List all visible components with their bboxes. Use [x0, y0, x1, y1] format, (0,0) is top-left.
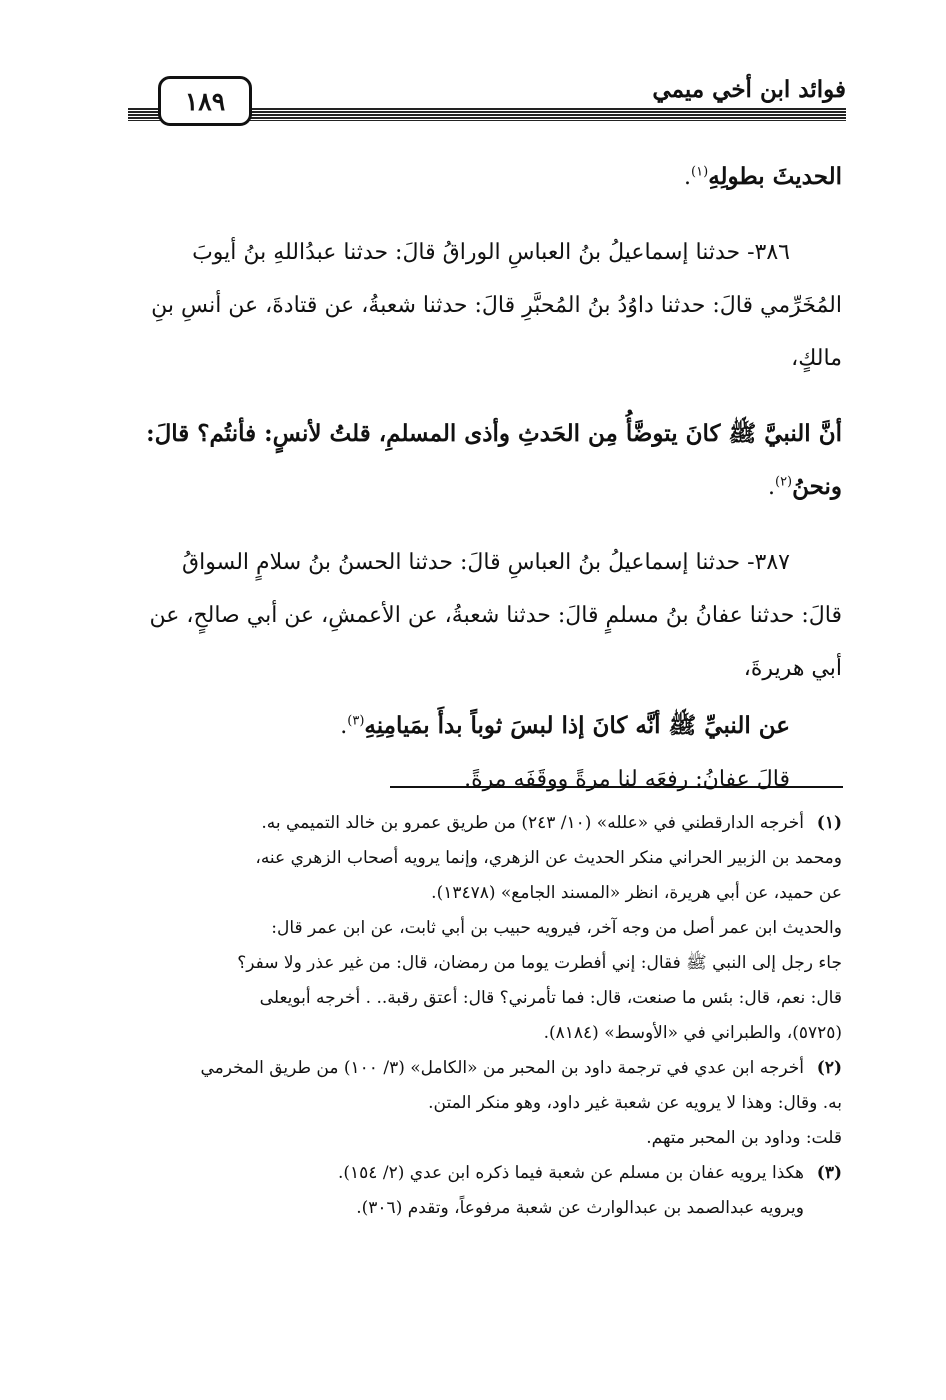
footnote-ref: (٢): [774, 474, 793, 490]
text-line: مالكٍ،: [791, 346, 842, 371]
hadith-386-matn: أنَّ النبيَّ ﷺ كانَ يتوضَّأُ مِن الحَدثِ وأذى المسلمِ، قلتُ لأنسٍ: فأنتُم؟ قالَ:: [146, 420, 842, 447]
hadith-387-isnad: ٣٨٧- حدثنا إسماعيلُ بنُ العباسِ قالَ: حدثنا الحسنُ بنُ سلامٍ السواقُ: [182, 550, 790, 575]
book-title: فوائد ابن أخي ميمي: [644, 76, 846, 103]
footnote-line: ومحمد بن الزبير الحراني منكر الحديث عن الزهري، وإنما يرويه أصحاب الزهري عنه،: [255, 848, 842, 868]
footnote-ref: (١): [691, 164, 709, 180]
text-line: المُخَرِّمي قالَ: حدثنا داوُدُ بنُ المُحبَّرِ قالَ: حدثنا شعبةُ، عن قتادةَ، عن أنسِ بنِ: [151, 293, 842, 318]
footnote-line: قلت: وداود بن المحبر متهم.: [646, 1128, 842, 1148]
footnote-line: هكذا يرويه عفان بن مسلم عن شعبة فيما ذكره ابن عدي (٢/ ١٥٤).: [337, 1163, 804, 1183]
footnote-number: (٢): [816, 1058, 842, 1078]
footnote-line: جاء رجل إلى النبي ﷺ فقال: إني أفطرت يوما من رمضان، قال: من غير عذر ولا سفر؟: [237, 953, 842, 973]
text-line: قالَ: حدثنا عفانُ بنُ مسلمٍ قالَ: حدثنا شعبةُ، عن الأعمشِ، عن أبي صالحٍ، عن: [149, 603, 842, 628]
footnote-ref: (٣): [347, 713, 365, 729]
main-text: [127, 150, 842, 806]
footnote-line: أخرجه ابن عدي في ترجمة داود بن المحبر من «الكامل» (٣/ ١٠٠) من طريق المخرمي: [200, 1058, 804, 1078]
page-number: ١٨٩: [158, 76, 252, 126]
hadith-386-isnad: ٣٨٦- حدثنا إسماعيلُ بنُ العباسِ الوراقُ قالَ: حدثنا عبدُاللهِ بنُ أيوبَ: [192, 240, 790, 265]
text-line: الحديثَ بطولِهِ$^{(١)}$.: [684, 163, 842, 190]
footnote-line: ويرويه عبدالصمد بن عبدالوارث عن شعبة مرفوعاً، وتقدم (٣٠٦).: [356, 1198, 804, 1218]
footnote-3: [124, 1156, 842, 1226]
text-line: ونحنُ$^{(٢)}$.: [767, 473, 842, 500]
footnote-line: أخرجه الدارقطني في «علله» (١٠/ ٢٤٣) من طريق عمرو بن خالد التميمي به.: [261, 813, 804, 833]
text-line: أبي هريرةَ،: [743, 656, 842, 681]
footnote-2: [124, 1051, 842, 1156]
footnote-line: (٥٧٢٥)، والطبراني في «الأوسط» (٨١٨٤).: [543, 1023, 842, 1043]
text-line: قالَ عفانُ: رفعَه لنا مرةً ووقَفَه مرةً.: [464, 767, 790, 792]
footnote-line: والحديث ابن عمر أصل من وجه آخر، فيرويه حبيب بن أبي ثابت، عن ابن عمر قال:: [271, 918, 842, 938]
footnote-number: (٣): [816, 1163, 842, 1183]
footnote-line: به. وقال: وهذا لا يرويه عن شعبة غير داود، وهو منكر المتن.: [428, 1093, 842, 1113]
footnote-line: قال: نعم، قال: بئس ما صنعت، قال: فما تأمرني؟ قال: أعتق رقبة.. . أخرجه أبويعلى: [259, 988, 842, 1008]
footnote-number: (١): [816, 813, 842, 833]
running-header: [128, 68, 846, 130]
footnote-1: [124, 806, 842, 1051]
footnote-line: عن حميد، عن أبي هريرة، انظر «المسند الجامع» (١٣٤٧٨).: [431, 883, 842, 903]
footnote-separator: [390, 786, 843, 788]
hadith-387-matn: عن النبيِّ ﷺ أنَّه كانَ إذا لبسَ ثوباً بدأَ بمَيامِنِهِ$^{(٣)}$.: [340, 712, 790, 739]
footnotes: [124, 806, 842, 1226]
